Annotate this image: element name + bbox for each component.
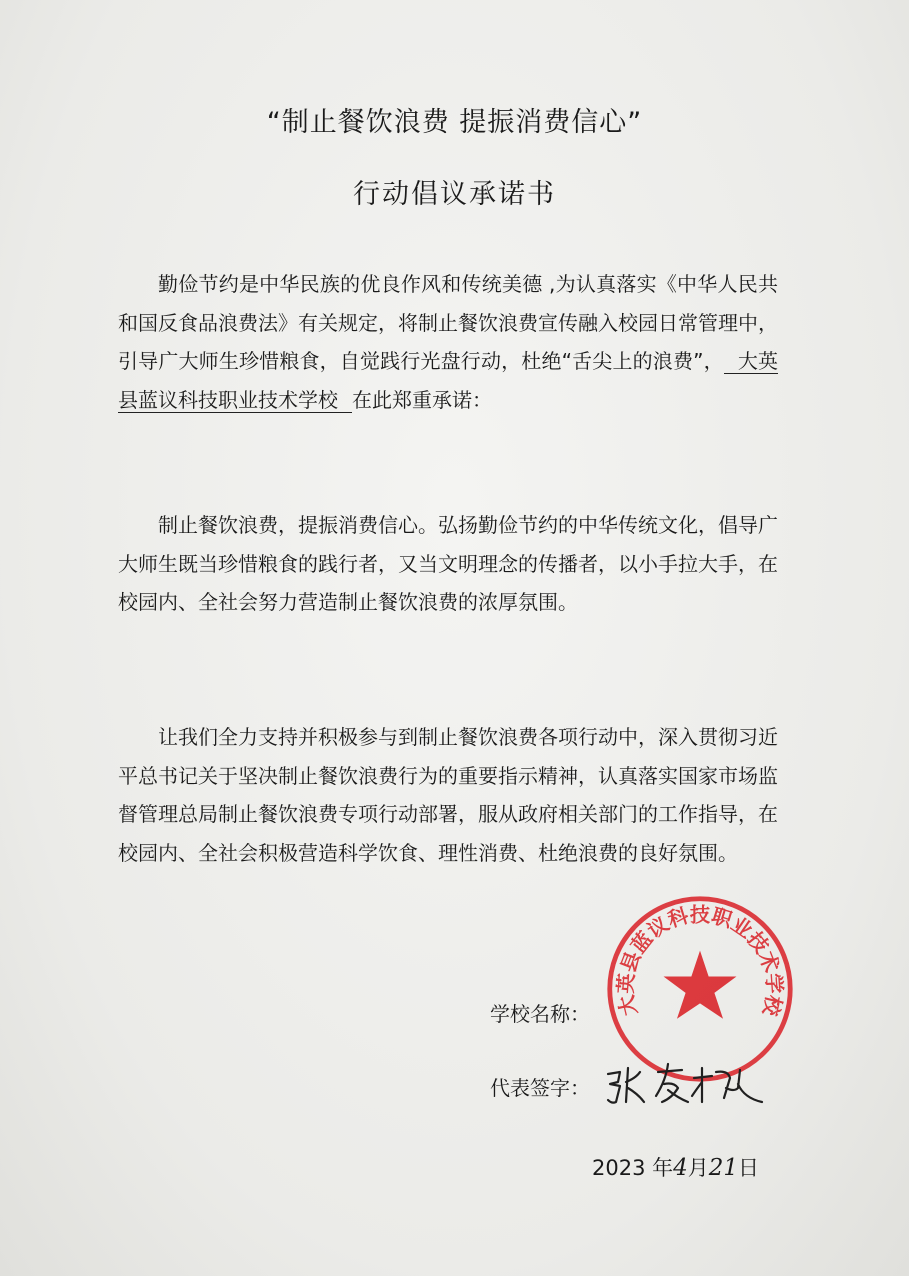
date-year: 2023 年 — [592, 1156, 674, 1180]
paragraph-2-text: 制止餐饮浪费，提振消费信心。弘扬勤俭节约的中华传统文化，倡导广大师生既当珍惜粮食的践行者，又当文明理念的传播者，以小手拉大手，在校园内、全社会努力营造制止餐饮浪费的浓厚氛围。 — [118, 513, 778, 614]
signature-label: 代表签字： — [490, 1076, 590, 1100]
seal-text: 大英县蓝议科技职业技术学校 — [613, 902, 787, 1019]
paragraph-1-ending: 在此郑重承诺： — [352, 387, 492, 412]
date-day-unit: 日 — [738, 1156, 760, 1180]
paragraph-1 — [118, 265, 778, 419]
date-day-handwritten: 21 — [708, 1155, 739, 1181]
school-name-underlined: 大英县蓝议科技职业技术学校 — [118, 349, 778, 412]
paragraph-3-text: 让我们全力支持并积极参与到制止餐饮浪费各项行动中，深入贯彻习近平总书记关于坚决制止餐饮浪费行为的重要指示精神，认真落实国家市场监督管理总局制止餐饮浪费专项行动部署，服从政府相关部门的工作指导，在校园内、全社会积极营造科学饮食、理性消费、杜绝浪费的良好氛围。 — [118, 725, 778, 865]
paragraph-1-text: 勤俭节约是中华民族的优良作风和传统美德 ,为认真落实《中华人民共和国反食品浪费法》有关规定，将制止餐饮浪费宣传融入校园日常管理中，引导广大师生珍惜粮食，自觉践行光盘行动，杜绝“舌尖上的浪费”， — [118, 272, 778, 373]
date-month-unit: 月 — [687, 1156, 709, 1180]
date-month-handwritten: 4 — [673, 1155, 688, 1181]
document-title-line2: 行动倡议承诺书 — [353, 179, 556, 210]
paragraph-2 — [118, 506, 778, 622]
handwritten-signature — [598, 1058, 768, 1110]
paragraph-3 — [118, 718, 778, 872]
school-name-label: 学校名称： — [490, 1002, 590, 1026]
official-seal — [604, 893, 796, 1085]
document-date — [592, 1152, 759, 1182]
document-title-line1: “制止餐饮浪费 提振消费信心” — [266, 107, 643, 138]
seal-star-icon — [664, 951, 737, 1019]
